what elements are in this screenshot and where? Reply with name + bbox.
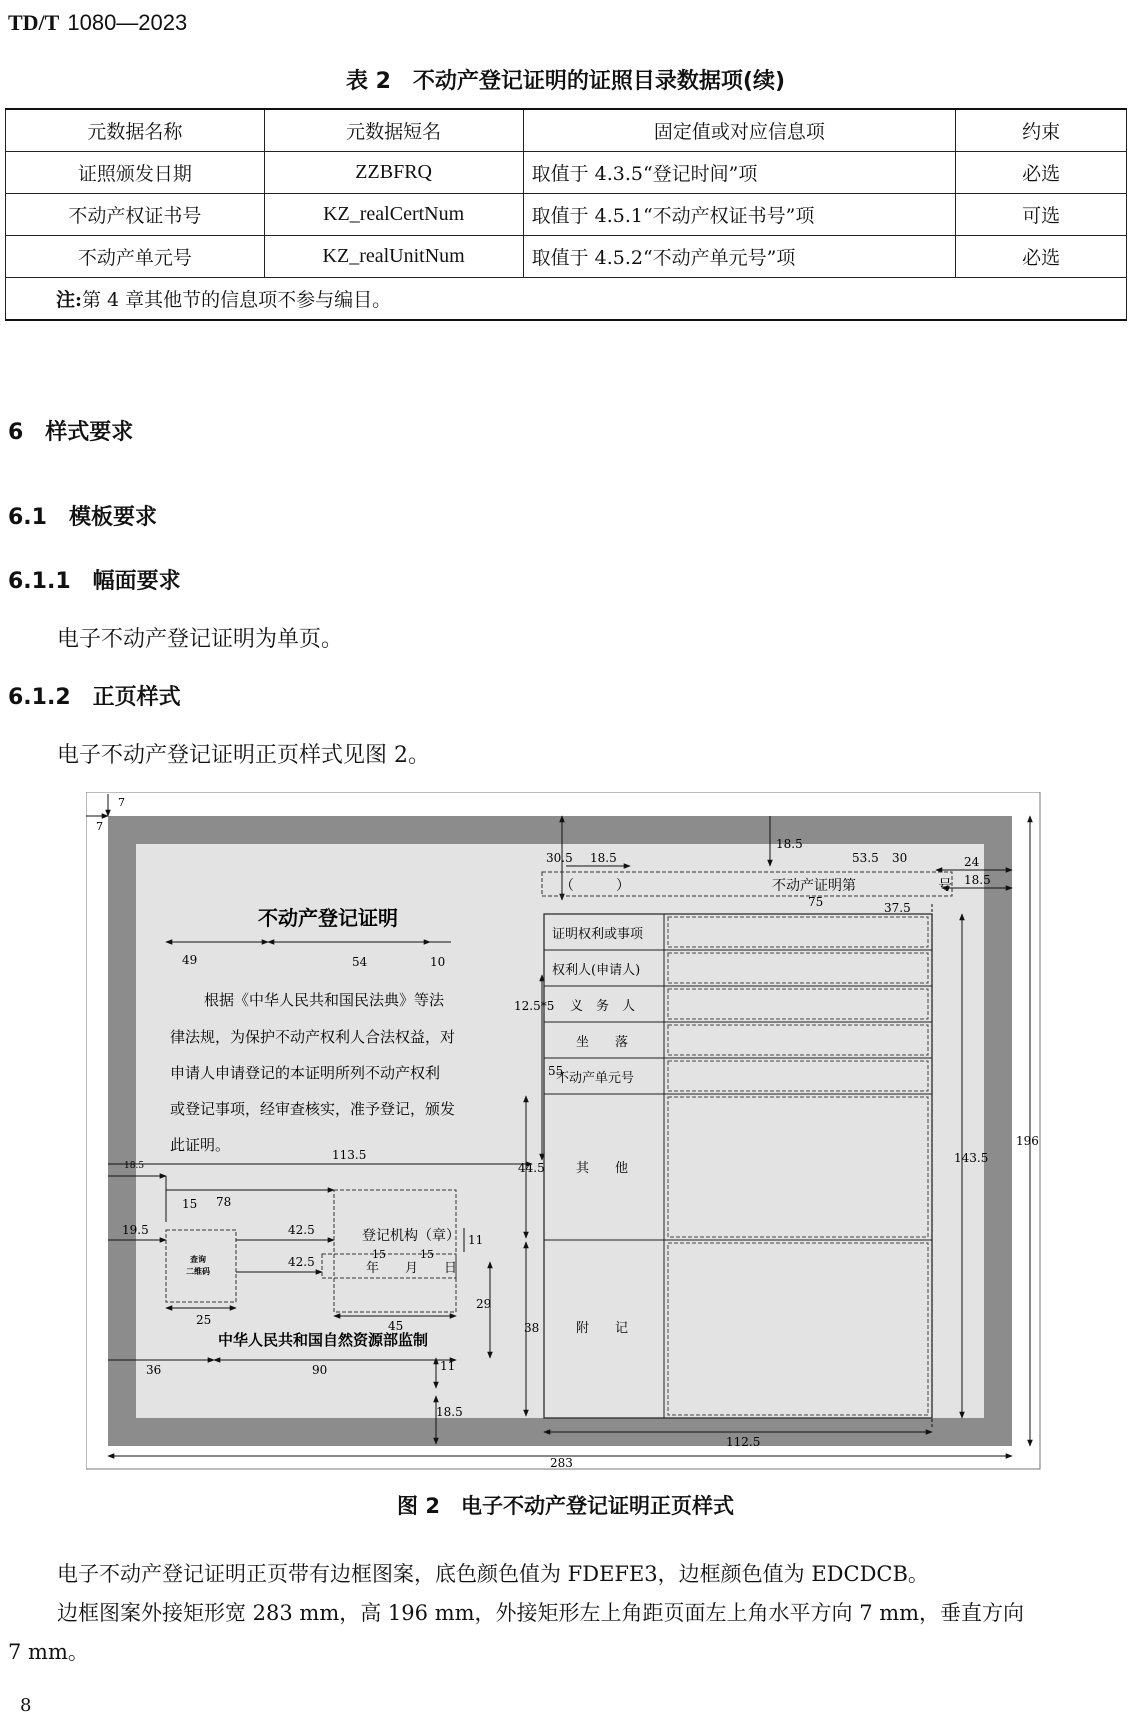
body-line-1: 根据《中华人民共和国民法典》等法 bbox=[204, 991, 445, 1009]
table-cell: 证照颁发日期 bbox=[6, 152, 265, 194]
dim-30: 30 bbox=[892, 851, 908, 865]
dim-37-5: 37.5 bbox=[884, 901, 911, 915]
dim-30-5: 30.5 bbox=[546, 851, 573, 865]
standard-number: 1080—2023 bbox=[67, 10, 188, 35]
row-label-holder: 权利人(申请人) bbox=[552, 963, 641, 978]
row-label-rights: 证明权利或事项 bbox=[552, 927, 644, 942]
dim-18-5-top: 18.5 bbox=[590, 851, 617, 865]
paragraph-6-1-2: 电子不动产登记证明正页样式见图 2。 bbox=[57, 743, 430, 768]
section-heading-6-1: 6.1 模板要求 bbox=[8, 505, 157, 530]
dim-18-5-b: 18.5 bbox=[776, 837, 803, 851]
table-cell: 取值于 4.5.2“不动产单元号”项 bbox=[523, 236, 956, 278]
dim-55: 55 bbox=[548, 1064, 564, 1078]
dim-10: 10 bbox=[430, 955, 446, 969]
row-label-unit-number: 不动产单元号 bbox=[556, 1071, 635, 1086]
table-cell: KZ_realUnitNum bbox=[264, 236, 523, 278]
registry-org-label: 登记机构（章） bbox=[362, 1228, 460, 1244]
table-row bbox=[6, 236, 1127, 278]
dim-15-c: 15 bbox=[420, 1248, 434, 1261]
dim-24: 24 bbox=[964, 855, 980, 869]
dim-29: 29 bbox=[476, 1297, 492, 1311]
row-label-obligor: 义 务 人 bbox=[570, 999, 636, 1014]
note-label: 注: bbox=[56, 289, 83, 311]
body-line-5: 此证明。 bbox=[170, 1136, 231, 1154]
section-heading-6: 6 样式要求 bbox=[8, 420, 134, 445]
certificate-template-figure bbox=[86, 792, 1042, 1472]
table-cell: 取值于 4.3.5“登记时间”项 bbox=[523, 152, 956, 194]
table-caption: 表 2 不动产登记证明的证照目录数据项(续) bbox=[345, 69, 786, 94]
table-cell: 不动产权证书号 bbox=[6, 194, 265, 236]
row-label-notes: 附 记 bbox=[576, 1321, 629, 1336]
table-row bbox=[6, 152, 1127, 194]
standard-code: TD/T bbox=[8, 10, 60, 35]
dim-11-a: 11 bbox=[468, 1233, 484, 1247]
dim-49: 49 bbox=[182, 953, 198, 967]
table-cell: 可选 bbox=[956, 194, 1127, 236]
table-note-row bbox=[6, 278, 1127, 321]
table-header-cell: 固定值或对应信息项 bbox=[523, 109, 956, 152]
qr-label-2: 二维码 bbox=[186, 1266, 210, 1276]
dim-15-b: 15 bbox=[372, 1248, 386, 1261]
dim-90: 90 bbox=[312, 1363, 328, 1377]
row-label-other: 其 他 bbox=[576, 1161, 629, 1176]
dim-196: 196 bbox=[1016, 1134, 1039, 1148]
cert-number-suffix: 号 bbox=[938, 878, 952, 894]
table-header-cell: 元数据短名 bbox=[264, 109, 523, 152]
certificate-title: 不动产登记证明 bbox=[258, 906, 398, 930]
paragraph-6-1-1: 电子不动产登记证明为单页。 bbox=[57, 627, 344, 652]
dim-143-5: 143.5 bbox=[954, 1151, 989, 1165]
dim-112-5: 112.5 bbox=[726, 1435, 761, 1449]
dim-19-5: 19.5 bbox=[122, 1223, 149, 1237]
cert-number-label: 不动产证明第 bbox=[772, 878, 856, 894]
table-header-cell: 元数据名称 bbox=[6, 109, 265, 152]
qr-label-1: 查询 bbox=[190, 1254, 206, 1264]
body-line-3: 申请人申请登记的本证明所列不动产权利 bbox=[170, 1064, 441, 1082]
dim-45: 45 bbox=[388, 1319, 404, 1333]
table-note bbox=[6, 278, 1127, 321]
row-label-location: 坐 落 bbox=[576, 1035, 629, 1050]
catalog-table bbox=[5, 108, 1127, 321]
table-cell: 必选 bbox=[956, 236, 1127, 278]
date-label: 年 月 日 bbox=[366, 1261, 458, 1276]
dim-113-5: 113.5 bbox=[332, 1148, 367, 1162]
table-cell: ZZBFRQ bbox=[264, 152, 523, 194]
dim-11-b: 11 bbox=[440, 1359, 456, 1373]
table-header-cell: 约束 bbox=[956, 109, 1127, 152]
supervisor-line: 中华人民共和国自然资源部监制 bbox=[218, 1331, 429, 1349]
dim-25: 25 bbox=[196, 1313, 212, 1327]
section-heading-6-1-1: 6.1.1 幅面要求 bbox=[8, 569, 181, 594]
dim-42-5-b: 42.5 bbox=[288, 1255, 315, 1269]
dim-283: 283 bbox=[550, 1456, 573, 1470]
dim-44-5: 44.5 bbox=[518, 1161, 545, 1175]
dim-18-5-c: 18.5 bbox=[964, 873, 991, 887]
table-cell: 取值于 4.5.1“不动产权证书号”项 bbox=[523, 194, 956, 236]
table-header-row bbox=[6, 109, 1127, 152]
cert-number-paren: （ ） bbox=[560, 878, 630, 894]
figure-caption: 图 2 电子不动产登记证明正页样式 bbox=[397, 1494, 734, 1518]
dim-18-5-bottom: 18.5 bbox=[436, 1405, 463, 1419]
body-line-4: 或登记事项，经审查核实，准予登记，颁发 bbox=[170, 1100, 456, 1118]
dim-42-5-a: 42.5 bbox=[288, 1223, 315, 1237]
dim-53-5: 53.5 bbox=[852, 851, 879, 865]
dim-54: 54 bbox=[352, 955, 368, 969]
section-heading-6-1-2: 6.1.2 正页样式 bbox=[8, 685, 181, 710]
note-text: 第 4 章其他节的信息项不参与编目。 bbox=[82, 289, 392, 311]
dim-75: 75 bbox=[808, 895, 824, 909]
page-number: 8 bbox=[20, 1695, 32, 1716]
table-cell: KZ_realCertNum bbox=[264, 194, 523, 236]
body-line-2: 律法规，为保护不动产权利人合法权益，对 bbox=[170, 1028, 456, 1046]
table-cell: 不动产单元号 bbox=[6, 236, 265, 278]
paragraph-style-line-2: 边框图案外接矩形宽 283 mm，高 196 mm，外接矩形左上角距页面左上角水平方向 7 mm，垂直方向 bbox=[57, 1601, 1025, 1625]
paragraph-style-line-3: 7 mm。 bbox=[8, 1640, 89, 1664]
dim-7-top: 7 bbox=[118, 796, 125, 809]
paragraph-style-line-1: 电子不动产登记证明正页带有边框图案，底色颜色值为 FDEFE3，边框颜色值为 EDCDCB。 bbox=[57, 1562, 929, 1586]
table-cell: 必选 bbox=[956, 152, 1127, 194]
dim-18-5-left: 18.5 bbox=[124, 1161, 145, 1171]
dim-78: 78 bbox=[216, 1195, 232, 1209]
dim-12-5x5: 12.5*5 bbox=[514, 999, 555, 1013]
dim-36: 36 bbox=[146, 1363, 162, 1377]
dim-38: 38 bbox=[524, 1321, 540, 1335]
dim-15: 15 bbox=[182, 1197, 198, 1211]
document-header bbox=[8, 10, 187, 36]
dim-7-left: 7 bbox=[96, 820, 103, 833]
table-row bbox=[6, 194, 1127, 236]
